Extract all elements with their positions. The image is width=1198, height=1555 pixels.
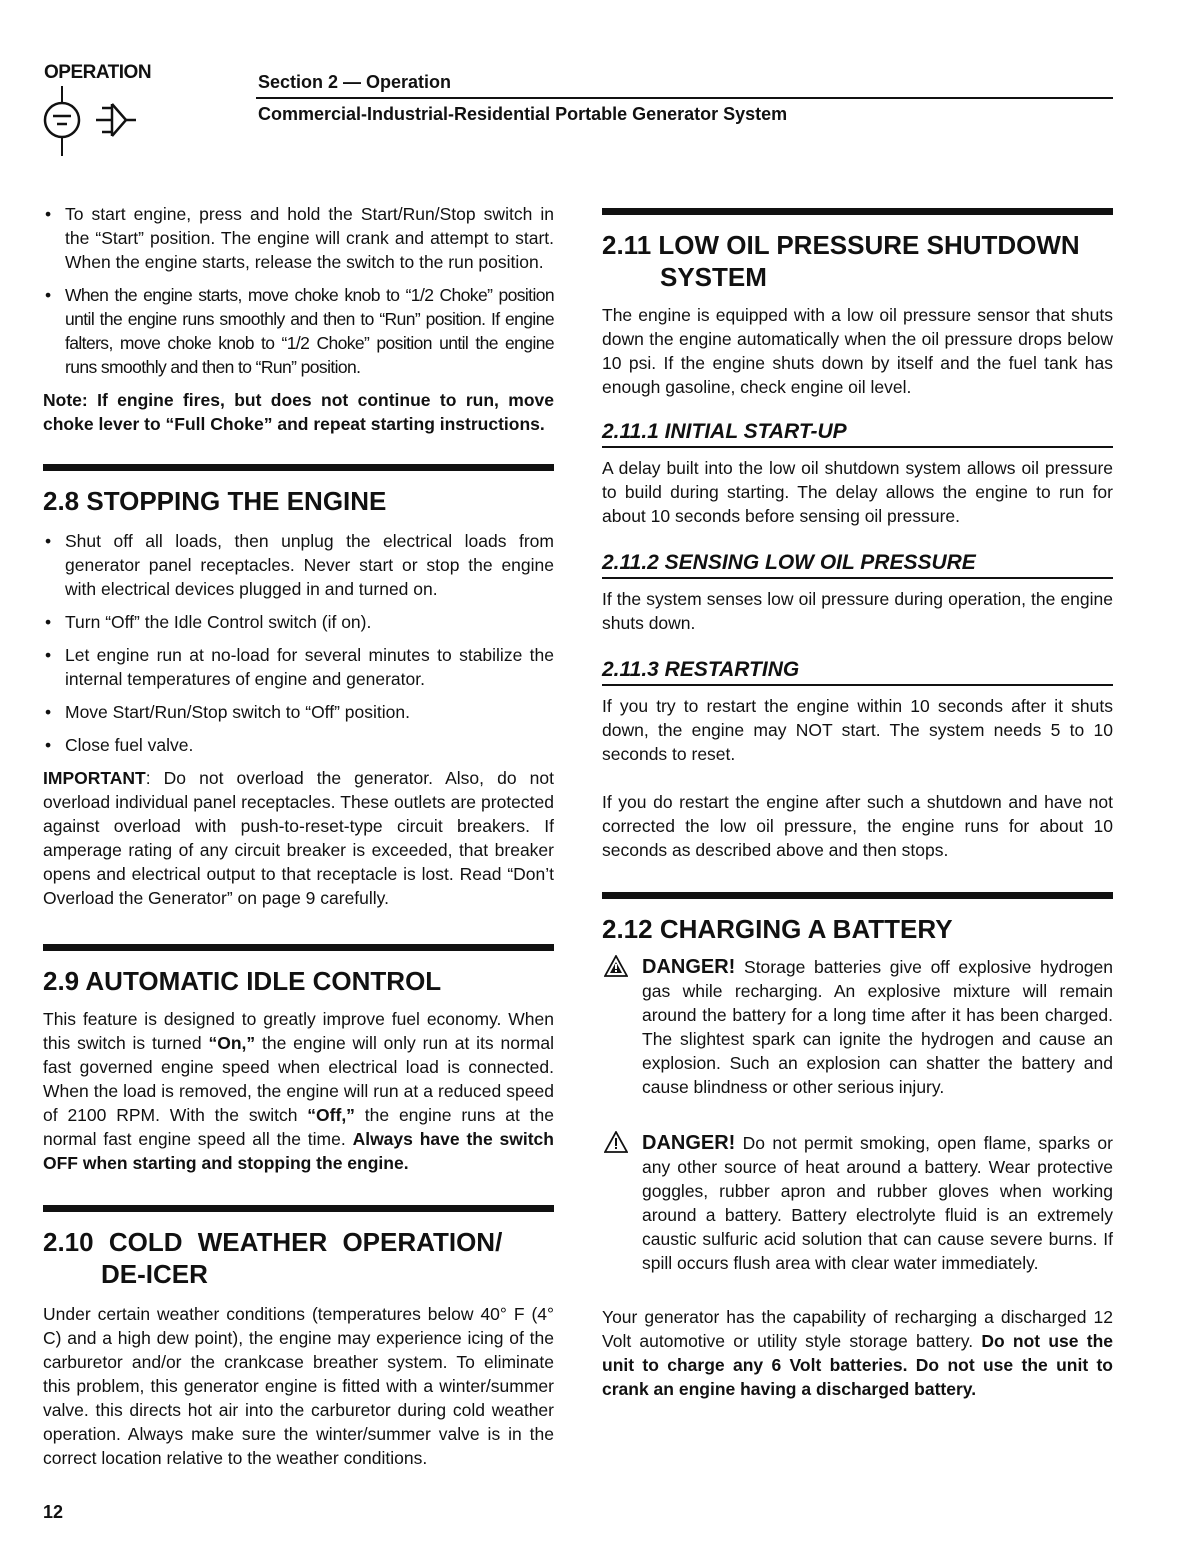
section-bar	[43, 464, 554, 471]
start-instructions-list	[43, 202, 554, 379]
title-line: DE-ICER	[101, 1259, 208, 1289]
danger-text: Storage batteries give off explosive hydrogen gas while recharging. An explosive mixture will remain around the battery for a long time after it has been charged. The slightest spark can ignite the hydrogen and cause an explosion. Such an explosion can shatter the battery and cause blindness or other serious injury.	[642, 957, 1113, 1097]
right-column	[602, 208, 1113, 1401]
danger-block-1	[602, 955, 1113, 1099]
text-run: Always have the switch OFF when starting and stopping the engine.	[43, 1129, 554, 1173]
oil-pressure-paragraph: The engine is equipped with a low oil pressure sensor that shuts down the engine automatically when the oil pressure drops below 10 psi. If the engine shuts down by itself and the fuel tank has enough gasoline, check engine oil level.	[602, 305, 1113, 397]
text-run: the engine will only run at its normal fast governed engine speed when electrical load is connected. When the load is removed, the engine will run at a reduced speed of 2100 RPM. With the switch	[43, 1033, 555, 1125]
left-column	[43, 202, 554, 1470]
section-title-2-8: 2.8 STOPPING THE ENGINE	[43, 486, 387, 516]
section-title-2-11	[602, 229, 1113, 293]
warning-triangle-icon	[604, 1131, 628, 1153]
operation-label: OPERATION	[44, 62, 152, 83]
section-title-2-9: 2.9 AUTOMATIC IDLE CONTROL	[43, 966, 442, 996]
list-item: • Move Start/Run/Stop switch to “Off” position.	[43, 700, 554, 724]
operation-start-icon	[40, 86, 180, 158]
starting-note: Note: If engine fires, but does not continue to run, move choke lever to “Full Choke” and repeat starting instructions.	[43, 390, 554, 434]
section-bar	[43, 944, 554, 951]
text-run: “Off,”	[307, 1105, 355, 1125]
initial-startup-paragraph: A delay built into the low oil shutdown system allows oil pressure to build during starting. The delay allows the engine to run for about 10 seconds before sensing oil pressure.	[602, 458, 1113, 526]
list-item: • When the engine starts, move choke knob to “1/2 Choke” position until the engine runs smoothly and then to “Run” position. If engine falters, move choke knob to “1/2 Choke” position until the engine runs smoothly and then to “Run” position.	[43, 283, 554, 379]
section-title-2-12: 2.12 CHARGING A BATTERY	[602, 914, 953, 944]
section-heading: Section 2 — Operation	[258, 72, 452, 92]
important-paragraph	[43, 766, 554, 910]
title-line: 2.10 COLD WEATHER OPERATION/	[43, 1227, 503, 1257]
cold-weather-paragraph: Under certain weather conditions (temperatures below 40° F (4° C) and a high dew point), the engine may experience icing of the carburetor and/or the crankcase breather system. To eliminate this problem, this generator engine is fitted with a winter/summer valve. this directs hot air into the carburetor during cold weather operation. Always make sure the winter/summer valve is in the correct location relative to the weather conditions.	[43, 1304, 554, 1468]
text-run: the engine runs at the normal fast engine speed all the time.	[43, 1105, 554, 1149]
list-item: • Turn “Off” the Idle Control switch (if on).	[43, 610, 554, 634]
warning-triangle-filled-icon	[604, 955, 628, 977]
battery-paragraph	[602, 1305, 1113, 1401]
restarting-paragraph-2: If you do restart the engine after such a shutdown and have not corrected the low oil pressure, the engine runs for about 10 seconds as described above and then stops.	[602, 792, 1113, 860]
text-run: Your generator has the capability of recharging a discharged 12 Volt automotive or utility style storage battery.	[602, 1307, 1113, 1351]
danger-label: DANGER!	[642, 1132, 736, 1154]
danger-label: DANGER!	[642, 956, 736, 978]
text-run: “On,”	[208, 1033, 256, 1053]
text-run: This feature is designed to greatly improve fuel economy. When this switch is turned	[43, 1009, 554, 1053]
list-item: • Let engine run at no-load for several minutes to stabilize the internal temperatures of engine and generator.	[43, 643, 554, 691]
header-divider	[256, 97, 1113, 99]
title-line: SYSTEM	[660, 262, 767, 292]
list-item: • To start engine, press and hold the Start/Run/Stop switch in the “Start” position. The engine will crank and attempt to start. When the engine starts, release the switch to the run position.	[43, 202, 554, 274]
text-run: Do not use the unit to charge any 6 Volt batteries. Do not use the unit to crank an engine having a discharged battery.	[602, 1331, 1113, 1399]
subsection-title-2-11-1: 2.11.1 INITIAL START-UP	[602, 419, 1113, 448]
subsection-title-2-11-2: 2.11.2 SENSING LOW OIL PRESSURE	[602, 550, 1113, 579]
danger-block-2	[602, 1131, 1113, 1275]
document-subtitle: Commercial-Industrial-Residential Portable Generator System	[258, 104, 788, 124]
important-label: IMPORTANT	[43, 768, 146, 788]
page-number: 12	[43, 1502, 64, 1522]
subsection-title-2-11-3: 2.11.3 RESTARTING	[602, 657, 1113, 686]
restarting-paragraph: If you try to restart the engine within 10 seconds after it shuts down, the engine may NOT start. The system needs 5 to 10 seconds to reset.	[602, 696, 1113, 764]
sensing-paragraph: If the system senses low oil pressure during operation, the engine shuts down.	[602, 589, 1113, 633]
list-item: • Shut off all loads, then unplug the electrical loads from generator panel receptacles. Never start or stop the engine with electrical devices plugged in and turned on.	[43, 529, 554, 601]
danger-text: Do not permit smoking, open flame, sparks or any other source of heat around a battery. Wear protective goggles, rubber apron and rubber gloves when working around a battery. Battery electrolyte fluid is an extremely caustic sulfuric acid solution that can cause severe burns. If spill occurs flush area with clear water immediately.	[642, 1133, 1113, 1273]
idle-control-paragraph	[43, 1007, 554, 1175]
stopping-list	[43, 529, 554, 757]
list-item: • Close fuel valve.	[43, 733, 554, 757]
important-text: : Do not overload the generator. Also, do not overload individual panel receptacles. These outlets are protected against overload with push-to-reset-type circuit breakers. If amperage rating of any circuit breaker is exceeded, that breaker opens and electrical output to that receptacle is lost. Read “Don’t Overload the Generator” on page 9 carefully.	[43, 768, 554, 908]
section-bar	[43, 1205, 554, 1212]
section-title-2-10	[43, 1226, 554, 1290]
title-line: 2.11 LOW OIL PRESSURE SHUTDOWN	[602, 230, 1080, 260]
section-bar	[602, 208, 1113, 215]
section-bar	[602, 892, 1113, 899]
